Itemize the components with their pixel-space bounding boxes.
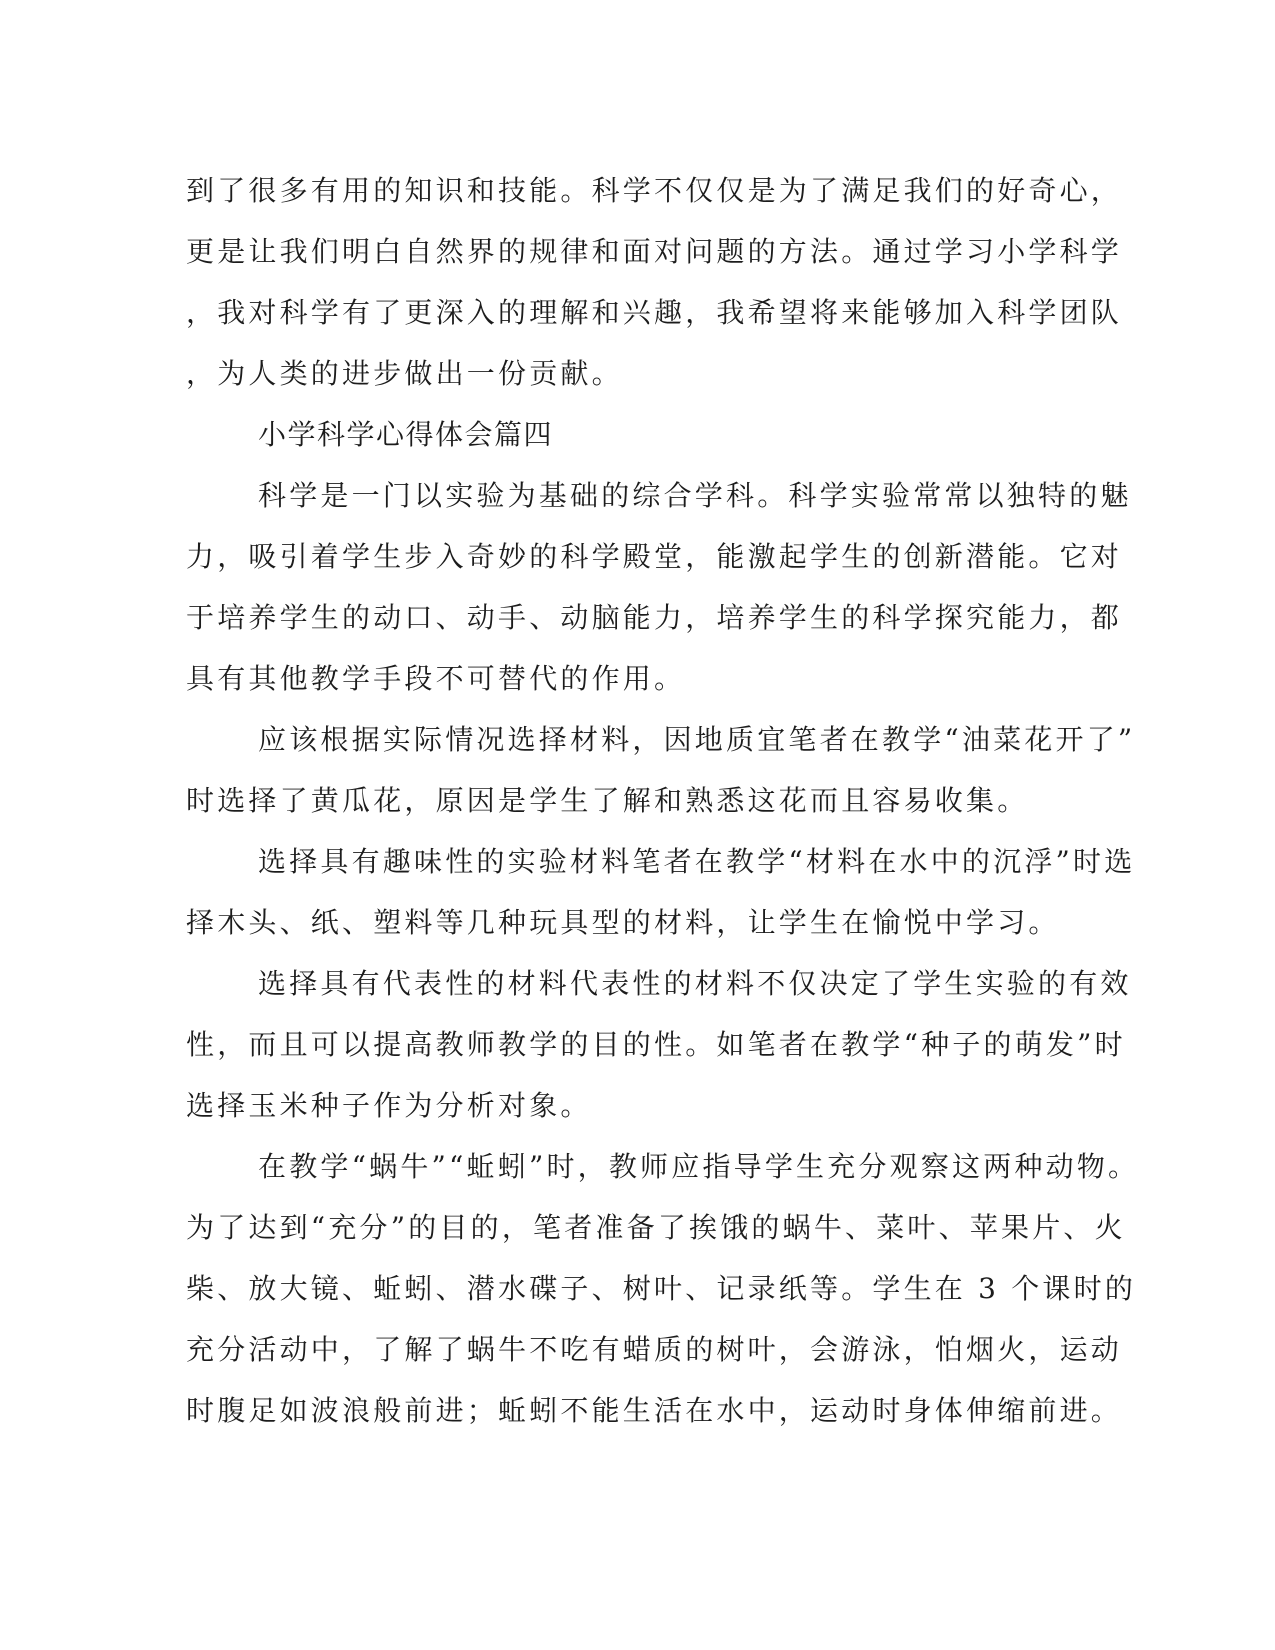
paragraph [186, 709, 1136, 831]
text-line: 时腹足如波浪般前进；蚯蚓不能生活在水中，运动时身体伸缩前进。 [186, 1394, 1123, 1427]
paragraph [186, 831, 1136, 953]
continuation-paragraph [186, 160, 1123, 404]
text-line: 具有其他教学手段不可替代的作用。 [186, 662, 686, 695]
text-line: 性，而且可以提高教师教学的目的性。如笔者在教学“种子的萌发”时 [186, 1028, 1126, 1061]
section-title: 小学科学心得体会篇四 [258, 418, 554, 451]
text-line: 于培养学生的动口、动手、动脑能力，培养学生的科学探究能力，都 [186, 601, 1123, 634]
text-line: 更是让我们明白自然界的规律和面对问题的方法。通过学习小学科学 [186, 235, 1123, 268]
text-line: 充分活动中，了解了蜗牛不吃有蜡质的树叶，会游泳，怕烟火，运动 [186, 1333, 1123, 1366]
text-line: 时选择了黄瓜花，原因是学生了解和熟悉这花而且容易收集。 [186, 784, 1029, 817]
paragraph [186, 1136, 1140, 1441]
document-body [186, 160, 1140, 1441]
text-line: 在教学“蜗牛”“蚯蚓”时，教师应指导学生充分观察这两种动物。 [258, 1150, 1140, 1183]
text-line: 为了达到“充分”的目的，笔者准备了挨饿的蜗牛、菜叶、苹果片、火 [186, 1211, 1126, 1244]
text-line: 择木头、纸、塑料等几种玩具型的材料，让学生在愉悦中学习。 [186, 906, 1060, 939]
text-line: 柴、放大镜、蚯蚓、潜水碟子、树叶、记录纸等。学生在 3 个课时的 [186, 1272, 1137, 1305]
text-line: 选择具有代表性的材料代表性的材料不仅决定了学生实验的有效 [258, 967, 1132, 1000]
text-line: 选择具有趣味性的实验材料笔者在教学“材料在水中的沉浮”时选 [258, 845, 1136, 878]
text-line: 到了很多有用的知识和技能。科学不仅仅是为了满足我们的好奇心， [186, 174, 1123, 207]
text-line: 力，吸引着学生步入奇妙的科学殿堂，能激起学生的创新潜能。它对 [186, 540, 1123, 573]
text-line: 科学是一门以实验为基础的综合学科。科学实验常常以独特的魅 [258, 479, 1132, 512]
paragraph [186, 953, 1132, 1136]
text-line: ，我对科学有了更深入的理解和兴趣，我希望将来能够加入科学团队 [186, 296, 1123, 329]
paragraph [186, 465, 1132, 709]
text-line: 选择玉米种子作为分析对象。 [186, 1089, 592, 1122]
text-line: 应该根据实际情况选择材料，因地质宜笔者在教学“油菜花开了” [258, 723, 1136, 756]
text-line: ，为人类的进步做出一份贡献。 [186, 357, 623, 390]
